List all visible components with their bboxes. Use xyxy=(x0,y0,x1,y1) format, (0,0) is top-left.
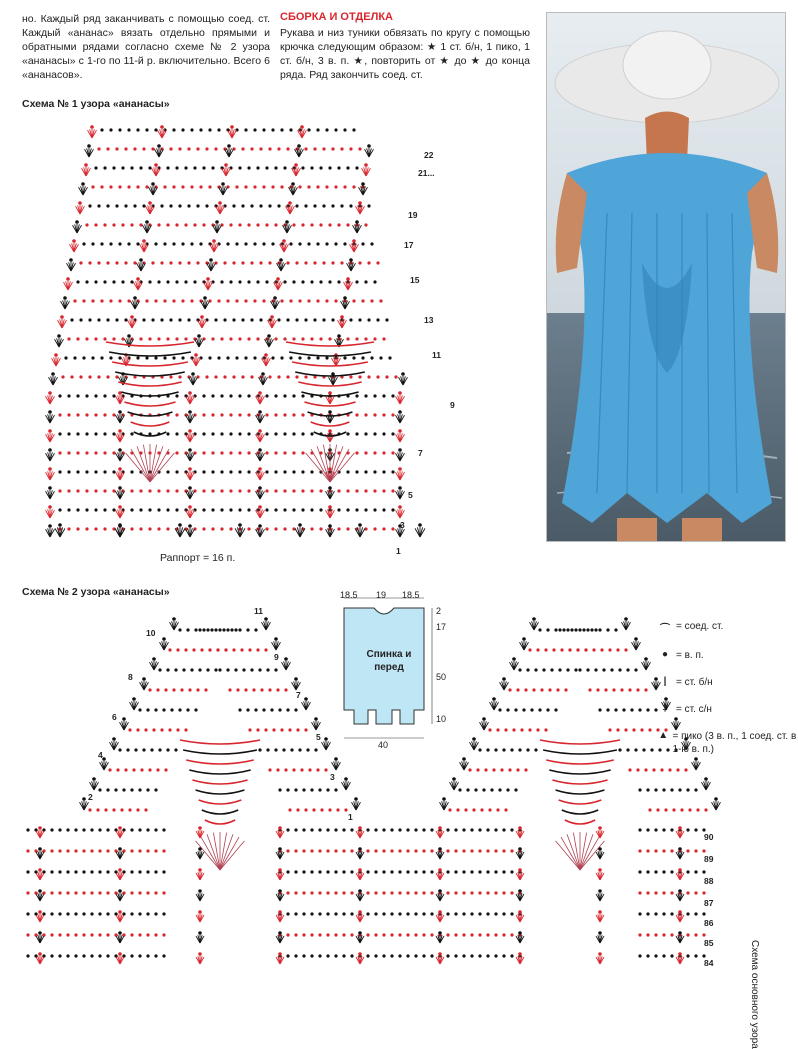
schema1-row-22: 22 xyxy=(424,150,434,160)
dim-right-1: 2 xyxy=(436,606,442,616)
rapport-label: Раппорт = 16 п. xyxy=(160,552,236,564)
schema2-row-11: 11 xyxy=(254,606,263,616)
double-crochet-icon: ‡ xyxy=(662,703,668,714)
schema1-title: Схема № 1 узора «ананасы» xyxy=(22,98,170,110)
assembly-heading: СБОРКА И ОТДЕЛКА xyxy=(280,11,393,23)
schema2-row-88: 88 xyxy=(704,876,714,886)
schema2-row-3: 3 xyxy=(330,772,335,782)
picot-icon: ▲ xyxy=(658,730,669,741)
slip-stitch-icon: ⌒ xyxy=(660,624,670,635)
schema2-row-7: 7 xyxy=(296,690,301,700)
schema1-row-5: 5 xyxy=(408,490,413,500)
dim-top-mid: 19 xyxy=(376,590,387,600)
schema1-row-1: 1 xyxy=(396,546,401,556)
schema2-row-1: 1 xyxy=(348,812,353,822)
schema2-row-8: 8 xyxy=(128,672,133,682)
legend-item: ● = в. п. xyxy=(658,649,798,662)
legend-item: | = ст. б/н xyxy=(658,676,798,689)
schema1-row-13: 13 xyxy=(424,315,434,325)
dim-bottom: 40 xyxy=(378,740,389,750)
model-photo xyxy=(546,12,786,542)
dim-right-3: 50 xyxy=(436,672,447,682)
schema1-row-11: 11 xyxy=(432,350,441,360)
dim-right-2: 17 xyxy=(436,622,447,632)
schema1-row-7: 7 xyxy=(418,448,423,458)
legend-item: ▲ = пико (3 в. п., 1 соед. ст. в 1-ю в. п.) xyxy=(658,730,797,755)
dim-top-left: 18.5 xyxy=(340,590,358,600)
schema2-row-89: 89 xyxy=(704,854,714,864)
schema1-row-9: 9 xyxy=(450,400,455,410)
schema2-row-2: 2 xyxy=(88,792,93,802)
dim-top-right: 18.5 xyxy=(402,590,420,600)
assembly-text: Рукава и низ туники обвязать по кругу с помощью крючка следующим образом: ★ 1 ст. б/н, 1 пико, 1 ст. б/н, 3 в. п. ★, повторить от ★ до ★ до конца ряда. Ряд закончить соед. ст. xyxy=(280,27,530,81)
garment-schematic xyxy=(336,590,458,750)
schema2-row-87: 87 xyxy=(704,898,714,908)
assembly-section xyxy=(280,10,530,82)
schema1-row-3: 3 xyxy=(400,520,405,530)
legend-item: ⌒ = соед. ст. xyxy=(660,621,724,635)
schema1-row-21: 21... xyxy=(418,168,435,178)
dim-right-4: 10 xyxy=(436,714,447,724)
chain-icon: ● xyxy=(661,649,669,660)
schema1-diagram xyxy=(20,112,460,552)
schema2-row-90: 90 xyxy=(704,832,714,842)
intro-paragraph: но. Каждый ряд заканчивать с помощью соед. ст. Каждый «ананас» вязать отдельно прямыми и обратными рядами согласно схеме № 2 узора «ананасы» с 1-го по 11-й р. включительно. Всего 6 «ананасов». xyxy=(22,13,270,81)
side-label: Схема основного узора xyxy=(749,940,760,1049)
schema2-row-85: 85 xyxy=(704,938,714,948)
schema2-row-84: 84 xyxy=(704,958,714,968)
single-crochet-icon: | xyxy=(663,676,667,687)
schema1-row-15: 15 xyxy=(410,275,420,285)
schema1-row-17: 17 xyxy=(404,240,414,250)
legend xyxy=(658,620,798,770)
schema2-row-4: 4 xyxy=(98,750,103,760)
schema2-row-9: 9 xyxy=(274,652,279,662)
schema2-row-5: 5 xyxy=(316,732,321,742)
schema2-row-6: 6 xyxy=(112,712,117,722)
schema1-row-19: 19 xyxy=(408,210,418,220)
schema2-row-86: 86 xyxy=(704,918,714,928)
piece-label: Спинка и перед xyxy=(366,649,412,673)
legend-item: ‡ = ст. с/н xyxy=(658,703,798,716)
schema2-row-10: 10 xyxy=(146,628,156,638)
schema2-title: Схема № 2 узора «ананасы» xyxy=(22,586,170,598)
